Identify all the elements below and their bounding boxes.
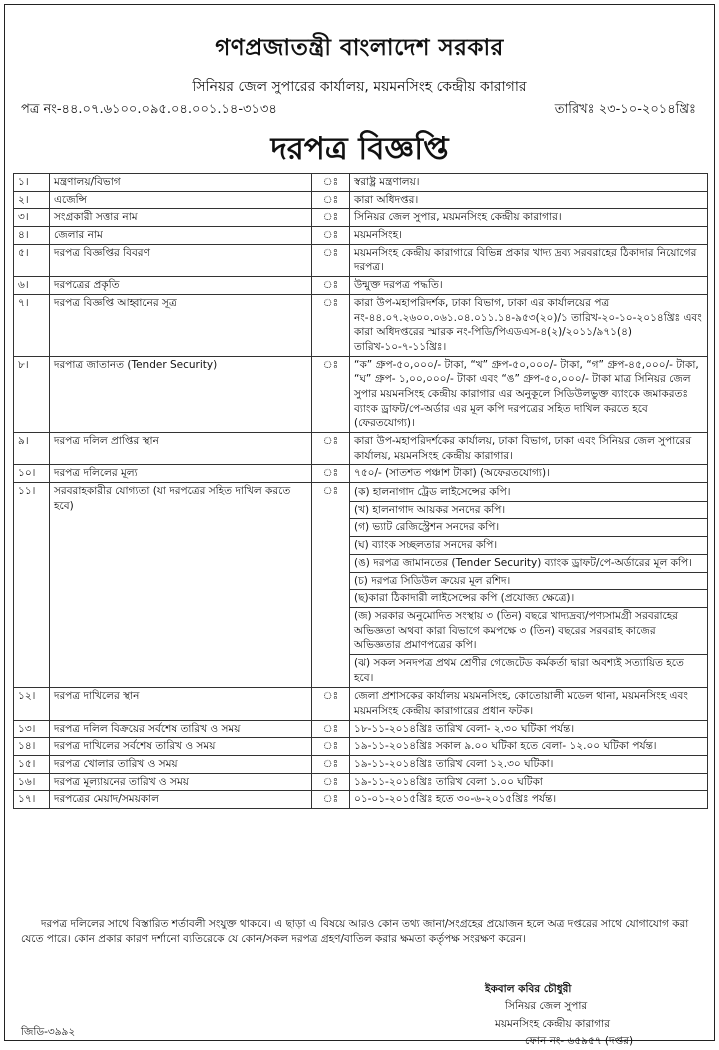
row-number: ১৩। [14, 720, 50, 738]
qualification-item: (জ) সরকার অনুমোদিত সংস্থায় ৩ (তিন) বছরে খাদ্যদ্রব্য/পণ্যসামগ্রী সরবরাহের অভিজ্ঞতা অথবা কারা বিভাগে কমপক্ষে ৩ (তিন) বছরের সরবরাহ কাজের অভিজ্ঞতার প্রমাণপত্রের কপি। [350, 608, 707, 655]
government-title: গণপ্রজাতন্ত্রী বাংলাদেশ সরকার [215, 35, 504, 61]
row-number: ৭। [14, 294, 50, 356]
qualification-item: (ক) হালনাগাদ ট্রেড লাইসেন্সের কপি। [350, 484, 707, 502]
row-value: কারা অধিদপ্তর। [350, 191, 708, 209]
row-colon: ঃ [312, 277, 350, 295]
table-row [14, 294, 708, 356]
signature-block [485, 981, 705, 1050]
row-number: ১৪। [14, 738, 50, 756]
row-number: ১৫। [14, 756, 50, 774]
row-value: “ক” গ্রুপ-৫০,০০০/- টাকা, “খ” গ্রুপ-৫০,০০০/- টাকা, “গ” গ্রুপ-৪৫,০০০/- টাকা, “ঘ” গ্রুপ- ১,০০,০০০/- টাকা এবং “ঙ” গ্রুপ-৫০,০০০/- টাকা মাত্র সিনিয়র জেল সুপার ময়মনসিংহ কেন্দ্রীয় কারাগার এর অনুকূলে সিডিউলভুক্ত ব্যাংকে জমাকরতঃ ব্যাংক ড্রাফট/পে-অর্ডার এর মূল কপি দরপত্রের সহিত দাখিল করতে হবে (ফেরতযোগ্য)। [350, 356, 708, 432]
row-number: ৬। [14, 277, 50, 295]
row-value: উন্মুক্ত দরপত্র পদ্ধতি। [350, 277, 708, 295]
row-colon: ঃ [312, 174, 350, 192]
row-colon: ঃ [312, 738, 350, 756]
row-label: দরপত্র দলিলের মূল্য [50, 465, 312, 483]
row-number: ৮। [14, 356, 50, 432]
table-row [14, 244, 708, 276]
footer-note: দরপত্র দলিলের সাথে বিস্তারিত শর্তাবলী সংযুক্ত থাকবে। এ ছাড়া এ বিষয়ে আরও কোন তথ্য জানা/সংগ্রহের প্রয়োজন হলে অত্র দপ্তরের সাথে যোগাযোগ করা যেতে পারে। কোন প্রকার কারণ দর্শানো ব্যতিরেকে যে কোন/সকল দরপত্র গ্রহণ/বাতিল করার ক্ষমতা কর্তৃপক্ষ সংরক্ষণ করেন। [21, 918, 689, 946]
office-name: সিনিয়র জেল সুপারের কার্যালয়, ময়মনসিংহ কেন্দ্রীয় কারাগার [192, 79, 527, 95]
row-number: ৫। [14, 244, 50, 276]
row-colon: ঃ [312, 720, 350, 738]
row-label: দরপত্র খোলার তারিখ ও সময় [50, 756, 312, 774]
table-row [14, 465, 708, 483]
table-row [14, 356, 708, 432]
row-label: দরপত্র বিজ্ঞপ্তি আহ্বানের সূত্র [50, 294, 312, 356]
signatory-office: ময়মনসিংহ কেন্দ্রীয় কারাগার [495, 1017, 610, 1030]
qualification-item: (ঘ) ব্যাংক সচ্ছলতার সনদের কপি। [350, 537, 707, 555]
row-value [350, 483, 708, 688]
row-number: ৪। [14, 227, 50, 245]
signatory-phone: ফোন নং- ৬৫৯৫৭ (দপ্তর) [525, 1034, 634, 1047]
table-row [14, 483, 708, 688]
row-value: ময়মনসিংহ। [350, 227, 708, 245]
row-value: সিনিয়র জেল সুপার, ময়মনসিংহ কেন্দ্রীয় কারাগার। [350, 209, 708, 227]
row-colon: ঃ [312, 356, 350, 432]
table-row [14, 277, 708, 295]
table-row [14, 791, 708, 809]
qualification-item: (খ) হালনাগাদ আয়কর সনদের কপি। [350, 502, 707, 520]
row-colon: ঃ [312, 294, 350, 356]
qualification-item: (ঝ) সকল সনদপত্র প্রথম শ্রেণীর গেজেটেড কর্মকর্তা দ্বারা অবশ্যই সত্যায়িত হতে হবে। [354, 656, 684, 684]
signatory-name: ইকবাল কবির চৌধুরী [485, 983, 572, 995]
row-number: ১০। [14, 465, 50, 483]
row-value: ময়মনসিংহ কেন্দ্রীয় কারাগারে বিভিন্ন প্রকার খাদ্য দ্রব্য সরবরাহের ঠিকাদার নিয়োগের দরপত্র। [350, 244, 708, 276]
row-colon: ঃ [312, 465, 350, 483]
row-label: দরপত্র দলিল বিক্রয়ের সর্বশেষ তারিখ ও সময় [50, 720, 312, 738]
row-colon: ঃ [312, 209, 350, 227]
document-id: জিডি-৩৯৯২ [21, 1026, 76, 1038]
qualification-item: (গ) ভ্যাট রেজিস্ট্রেশন সনদের কপি। [350, 519, 707, 537]
row-value: ১৯-১১-২০১৪খ্রিঃ তারিখ বেলা ১.০০ ঘটিকা [350, 773, 708, 791]
row-label: দরপত্রের প্রকৃতি [50, 277, 312, 295]
row-colon: ঃ [312, 191, 350, 209]
row-number: ১১। [14, 483, 50, 688]
row-number: ৯। [14, 433, 50, 465]
table-row [14, 738, 708, 756]
row-number: ২। [14, 191, 50, 209]
table-row [14, 720, 708, 738]
memo-number: পত্র নং-৪৪.০৭.৬১০০.০৯৫.০৪.০০১.১৪-৩১৩৪ [21, 102, 277, 117]
qualification-item: (চ) দরপত্র সিডিউল ক্রয়ের মূল রশিদ। [350, 573, 707, 591]
row-value: ১৯-১১-২০১৪খ্রিঃ তারিখ বেলা ১২.৩০ ঘটিকা। [350, 756, 708, 774]
row-colon: ঃ [312, 433, 350, 465]
row-label: মন্ত্রণালয়/বিভাগ [50, 174, 312, 192]
table-row [14, 773, 708, 791]
qualification-item: (ছ)কারা ঠিকাদারী লাইসেন্সের কপি (প্রযোজ্য ক্ষেত্রে)। [350, 590, 707, 608]
row-label: দরপত্র দাখিলের স্থান [50, 688, 312, 720]
row-label: দরপত্র দাখিলের সর্বশেষ তারিখ ও সময় [50, 738, 312, 756]
row-number: ৩। [14, 209, 50, 227]
row-label: দরপত্র মূল্যায়নের তারিখ ও সময় [50, 773, 312, 791]
row-value: ০১-০১-২০১৫খ্রিঃ হতে ৩০-৬-২০১৫খ্রিঃ পর্যন্ত। [350, 791, 708, 809]
notice-page [4, 4, 715, 1047]
row-number: ১৭। [14, 791, 50, 809]
row-value: ৭৫০/- (সাতশত পঞ্চাশ টাকা) (অফেরতযোগ্য)। [350, 465, 708, 483]
row-value: স্বরাষ্ট্র মন্ত্রণালয়। [350, 174, 708, 192]
row-value: কারা উপ-মহাপরিদর্শকের কার্যালয়, ঢাকা বিভাগ, ঢাকা এবং সিনিয়র জেল সুপারের কার্যালয়, ময়মনসিংহ কেন্দ্রীয় কারাগার। [350, 433, 708, 465]
row-colon: ঃ [312, 483, 350, 688]
row-value: ১৯-১১-২০১৪খ্রিঃ সকাল ৯.০০ ঘটিকা হতে বেলা- ১২.০০ ঘটিকা পর্যন্ত। [350, 738, 708, 756]
table-row [14, 227, 708, 245]
page-title: দরপত্র বিজ্ঞপ্তি [270, 131, 449, 167]
row-number: ১। [14, 174, 50, 192]
row-number: ১৬। [14, 773, 50, 791]
row-label: দরপাত্র জাতানত (Tender Security) [50, 356, 312, 432]
row-colon: ঃ [312, 688, 350, 720]
row-label: দরপত্র দলিল প্রাপ্তির স্থান [50, 433, 312, 465]
row-value: জেলা প্রশাসকের কার্যালয় ময়মনসিংহ, কোতোয়ালী মডেল থানা, ময়মনসিংহ এবং ময়মনসিংহ কেন্দ্রীয় কারাগারের প্রধান ফটক। [350, 688, 708, 720]
row-label: জেলার নাম [50, 227, 312, 245]
table-row [14, 174, 708, 192]
row-colon: ঃ [312, 773, 350, 791]
table-row [14, 191, 708, 209]
row-label: দরপত্র বিজ্ঞপ্তির বিবরণ [50, 244, 312, 276]
row-label: সরবরাহকারীর যোগ্যতা (যা দরপত্রের সহিত দাখিল করতে হবে) [50, 483, 312, 688]
signatory-title: সিনিয়র জেল সুপার [505, 1000, 588, 1013]
memo-date: তারিখঃ ২৩-১০-২০১৪খ্রিঃ [554, 102, 696, 117]
row-colon: ঃ [312, 756, 350, 774]
qualification-item: (ঙ) দরপত্র জামানতের (Tender Security) ব্যাংক ড্রাফট/পে-অর্ডারের মূল কপি। [350, 555, 707, 573]
table-row [14, 209, 708, 227]
row-colon: ঃ [312, 791, 350, 809]
row-label: দরপত্রের মেয়াদ/সময়কাল [50, 791, 312, 809]
row-value: ১৮-১১-২০১৪খ্রিঃ তারিখ বেলা- ২.৩০ ঘটিকা পর্যন্ত। [350, 720, 708, 738]
row-value: কারা উপ-মহাপরিদর্শক, ঢাকা বিভাগ, ঢাকা এর কার্যালয়ের পত্র নং-৪৪.০৭.২৬০০.০৬১.০৪.০১১.১৪-৯৫৩(২০)/১ তারিখ-২০-১০-২০১৪খ্রিঃ এবং কারা অধিদপ্তরের স্মারক নং-পিডি/পিএডএস-৪(২)/২০১১/৯৭১(৪) তারিখ-১০-৭-১১খ্রিঃ। [350, 294, 708, 356]
row-label: সংগ্রকারী সত্তার নাম [50, 209, 312, 227]
row-label: এজেন্সি [50, 191, 312, 209]
table-row [14, 688, 708, 720]
table-row [14, 756, 708, 774]
table-row [14, 433, 708, 465]
tender-details-table [13, 173, 708, 809]
row-number: ১২। [14, 688, 50, 720]
row-colon: ঃ [312, 244, 350, 276]
row-colon: ঃ [312, 227, 350, 245]
